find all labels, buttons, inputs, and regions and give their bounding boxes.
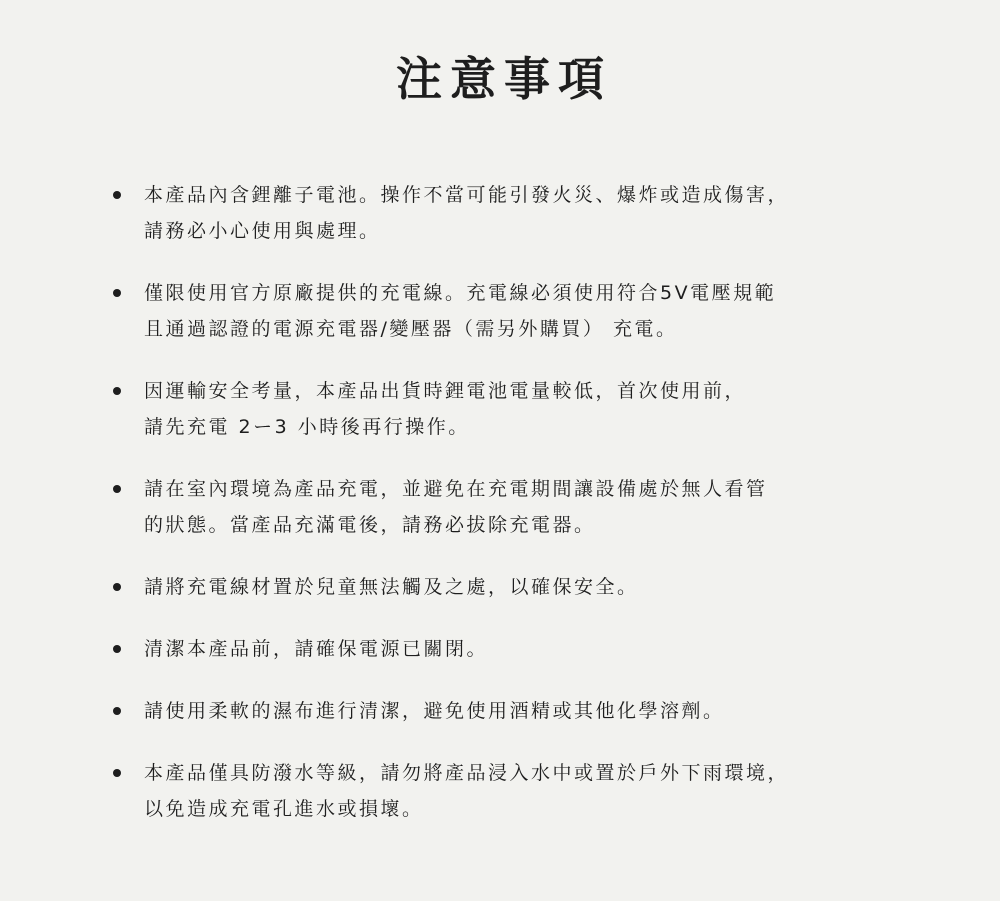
notice-text-line: 請在室內環境為產品充電，並避免在充電期間讓設備處於無人看管 (144, 478, 768, 500)
notice-text-line: 請將充電線材置於兒童無法觸及之處，以確保安全。 (144, 576, 639, 598)
bullet-dot-icon (113, 583, 121, 591)
notice-item-1 (112, 177, 912, 249)
notice-item-5 (112, 569, 912, 605)
notice-text-line: 請使用柔軟的濕布進行清潔，避免使用酒精或其他化學溶劑。 (144, 700, 725, 722)
bullet-dot-icon (113, 645, 121, 653)
bullet-dot-icon (113, 485, 121, 493)
notice-text-line: 以免造成充電孔進水或損壞。 (144, 798, 424, 820)
notice-text-line: 請先充電 2ー3 小時後再行操作。 (144, 416, 470, 438)
notice-text-line: 請務必小心使用與處理。 (144, 220, 381, 242)
notice-item-7 (112, 693, 912, 729)
page-title: 注意事項 (396, 52, 612, 106)
bullet-dot-icon (113, 289, 121, 297)
notice-text-line: 清潔本產品前，請確保電源已關閉。 (144, 638, 489, 660)
notice-text-line: 本產品僅具防潑水等級，請勿將產品浸入水中或置於戶外下雨環境， (144, 762, 790, 784)
notice-item-3 (112, 373, 912, 445)
notice-text-line: 且通過認證的電源充電器/變壓器（需另外購買） 充電。 (144, 318, 678, 340)
notice-text-line: 的狀態。當產品充滿電後，請務必拔除充電器。 (144, 514, 596, 536)
bullet-dot-icon (113, 707, 121, 715)
bullet-dot-icon (113, 387, 121, 395)
notice-text-line: 僅限使用官方原廠提供的充電線。充電線必須使用符合5V電壓規範 (144, 282, 777, 304)
notice-text-line: 本產品內含鋰離子電池。操作不當可能引發火災、爆炸或造成傷害， (144, 184, 790, 206)
notice-item-4 (112, 471, 912, 543)
bullet-dot-icon (113, 191, 121, 199)
bullet-dot-icon (113, 769, 121, 777)
notice-item-8 (112, 755, 912, 827)
notice-item-2 (112, 275, 912, 347)
notice-list (112, 177, 912, 853)
notice-text-line: 因運輸安全考量，本產品出貨時鋰電池電量較低，首次使用前， (144, 380, 747, 402)
notice-item-6 (112, 631, 912, 667)
